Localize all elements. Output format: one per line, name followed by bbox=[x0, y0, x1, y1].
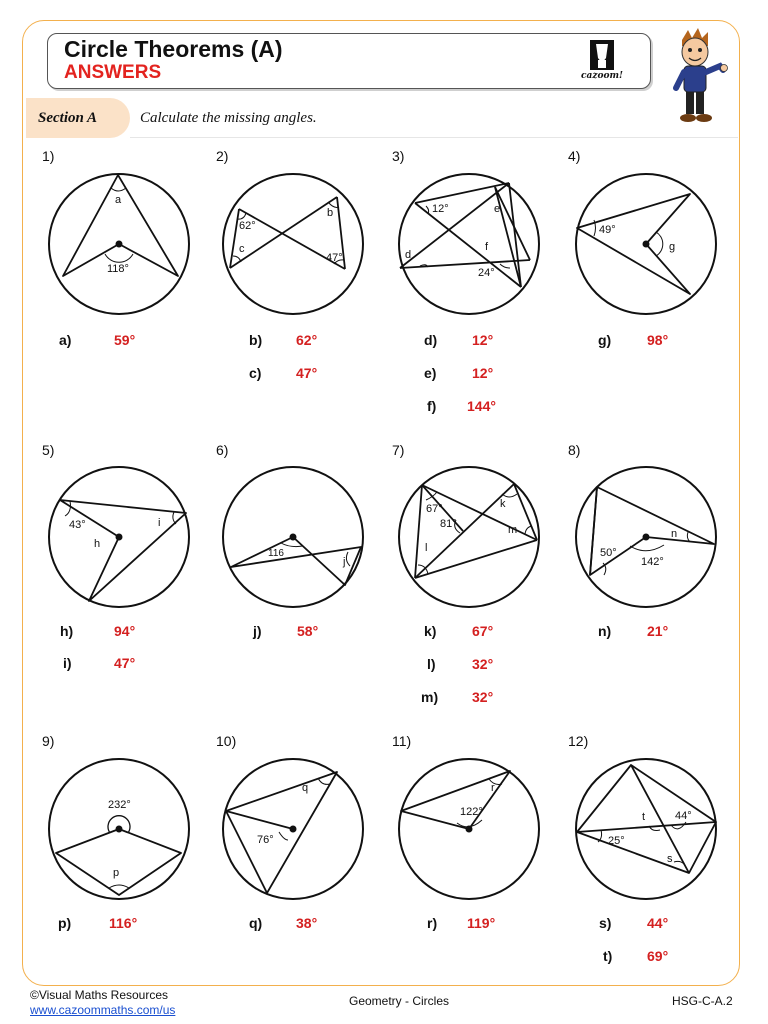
diagram-q3 bbox=[399, 174, 539, 314]
diagram-q8 bbox=[576, 467, 716, 607]
diagram-label-q3-d: d bbox=[405, 249, 412, 261]
diagram-q10 bbox=[223, 759, 363, 899]
diagram-label-q8-142: 142° bbox=[641, 556, 664, 568]
diagram-label-q7-67: 67° bbox=[426, 503, 443, 515]
diagram-label-q12-44: 44° bbox=[675, 810, 692, 822]
answer-label: g) bbox=[598, 332, 612, 348]
answer-label: k) bbox=[424, 623, 437, 639]
worksheet-subtitle: ANSWERS bbox=[64, 62, 162, 83]
diagram-q7 bbox=[399, 467, 539, 607]
answer-label: e) bbox=[424, 365, 437, 381]
answer-label: t) bbox=[603, 948, 613, 964]
diagram-label-q7-81: 81° bbox=[440, 518, 457, 530]
question-number: 7) bbox=[392, 442, 405, 458]
answer-label: b) bbox=[249, 332, 263, 348]
answer-value: 116° bbox=[109, 915, 138, 931]
answer-label: r) bbox=[427, 915, 438, 931]
diagram-label-q11-122: 122° bbox=[460, 806, 483, 818]
section-label: Section A bbox=[38, 110, 98, 126]
answer-value: 32° bbox=[472, 689, 494, 705]
diagram-label-q11-r: r bbox=[491, 782, 495, 794]
answer-value: 12° bbox=[472, 332, 494, 348]
instruction-text: Calculate the missing angles. bbox=[140, 110, 317, 126]
question-number: 5) bbox=[42, 442, 55, 458]
answer-label: c) bbox=[249, 365, 262, 381]
diagram-label-q3-24: 24° bbox=[478, 267, 495, 279]
answer-label: q) bbox=[249, 915, 263, 931]
worksheet-title: Circle Theorems (A) bbox=[64, 36, 283, 62]
diagram-label-q5-43: 43° bbox=[69, 519, 86, 531]
diagram-q12 bbox=[576, 759, 716, 899]
diagram-label-q9-p: p bbox=[113, 867, 120, 879]
diagram-label-q12-25: 25° bbox=[608, 835, 625, 847]
diagram-label-q1-a: a bbox=[115, 194, 122, 206]
answer-value: 69° bbox=[647, 948, 669, 964]
answer-value: 119° bbox=[467, 915, 496, 931]
diagram-label-q9-232: 232° bbox=[108, 799, 131, 811]
diagram-label-q2-62: 62° bbox=[239, 220, 256, 232]
diagram-q4 bbox=[576, 174, 716, 314]
answer-label: a) bbox=[59, 332, 72, 348]
footer-link[interactable]: www.cazoommaths.com/us bbox=[30, 1003, 176, 1017]
diagram-label-q10-76: 76° bbox=[257, 834, 274, 846]
answer-label: i) bbox=[63, 655, 72, 671]
answer-label: j) bbox=[253, 623, 262, 639]
diagram-label-q2-c: c bbox=[239, 243, 245, 255]
diagram-label-q6-j: j bbox=[343, 556, 346, 568]
diagram-q6 bbox=[223, 467, 363, 607]
answer-value: 58° bbox=[297, 623, 319, 639]
diagram-q5 bbox=[49, 467, 189, 607]
diagram-label-q3-12: 12° bbox=[432, 203, 449, 215]
diagram-label-q7-m: m bbox=[508, 524, 518, 536]
answer-label: n) bbox=[598, 623, 612, 639]
diagram-q1 bbox=[49, 174, 189, 314]
diagram-label-q1-118: 118° bbox=[107, 263, 129, 275]
diagram-q9 bbox=[49, 759, 189, 899]
answer-label: h) bbox=[60, 623, 74, 639]
diagram-label-q8-50: 50° bbox=[600, 547, 617, 559]
answer-value: 47° bbox=[114, 655, 136, 671]
question-number: 9) bbox=[42, 733, 55, 749]
answer-value: 62° bbox=[296, 332, 318, 348]
answer-value: 67° bbox=[472, 623, 494, 639]
answer-value: 59° bbox=[114, 332, 136, 348]
question-number: 8) bbox=[568, 442, 581, 458]
question-number: 10) bbox=[216, 733, 237, 749]
answer-value: 12° bbox=[472, 365, 494, 381]
diagram-label-q12-s: s bbox=[667, 853, 673, 865]
question-number: 11) bbox=[392, 733, 412, 749]
question-number: 2) bbox=[216, 148, 229, 164]
answer-value: 144° bbox=[467, 398, 496, 414]
diagram-label-q4-49: 49° bbox=[599, 224, 616, 236]
answer-value: 98° bbox=[647, 332, 669, 348]
diagram-label-q5-h: h bbox=[94, 538, 101, 550]
question-number: 6) bbox=[216, 442, 229, 458]
question-number: 12) bbox=[568, 733, 589, 749]
answer-value: 44° bbox=[647, 915, 669, 931]
diagram-label-q3-f: f bbox=[485, 241, 489, 253]
answer-label: f) bbox=[427, 398, 437, 414]
diagram-label-q7-l: l bbox=[425, 542, 428, 554]
diagram-label-q7-k: k bbox=[500, 498, 506, 510]
answer-label: s) bbox=[599, 915, 612, 931]
diagram-label-q3-e: e bbox=[494, 203, 501, 215]
answer-value: 32° bbox=[472, 656, 494, 672]
diagram-label-q5-i: i bbox=[158, 517, 161, 529]
footer-code: HSG-C-A.2 bbox=[672, 994, 733, 1008]
answer-label: l) bbox=[427, 656, 436, 672]
diagram-label-q2-47: 47° bbox=[326, 252, 343, 264]
diagram-label-q2-b: b bbox=[327, 207, 334, 219]
diagram-q11 bbox=[399, 759, 539, 899]
diagram-label-q10-q: q bbox=[302, 782, 309, 794]
question-number: 3) bbox=[392, 148, 405, 164]
answer-value: 21° bbox=[647, 623, 669, 639]
answer-label: m) bbox=[421, 689, 439, 705]
footer-copyright: ©Visual Maths Resources bbox=[30, 988, 169, 1002]
logo-text: cazoom! bbox=[581, 71, 623, 81]
question-number: 1) bbox=[42, 148, 55, 164]
diagram-label-q6-116: 116 bbox=[268, 548, 284, 559]
footer-topic: Geometry - Circles bbox=[349, 994, 450, 1008]
answer-label: d) bbox=[424, 332, 438, 348]
diagram-q2 bbox=[223, 174, 363, 314]
diagram-label-q8-n: n bbox=[671, 528, 678, 540]
answer-value: 94° bbox=[114, 623, 136, 639]
answer-label: p) bbox=[58, 915, 72, 931]
question-number: 4) bbox=[568, 148, 581, 164]
diagram-label-q4-g: g bbox=[669, 241, 676, 253]
answer-value: 38° bbox=[296, 915, 318, 931]
answer-value: 47° bbox=[296, 365, 318, 381]
diagram-label-q12-t: t bbox=[642, 811, 646, 823]
